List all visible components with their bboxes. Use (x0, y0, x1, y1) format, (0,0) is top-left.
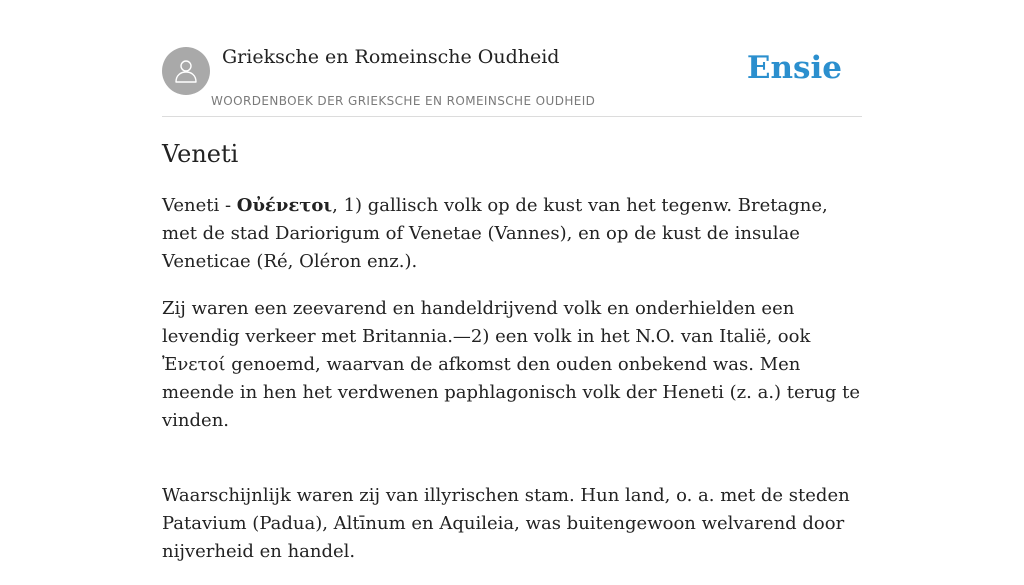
page (162, 0, 862, 562)
paragraph-1-rest: , 1) gallisch volk op de kust van het tegenw. Bretagne, met de stad Dariorigum of Venetae (Vannes), en op de kust de insulae Veneticae (Ré, Oléron enz.). (162, 195, 828, 272)
entry-title: Veneti (162, 140, 239, 168)
site-subtitle: WOORDENBOEK DER GRIEKSCHE EN ROMEINSCHE OUDHEID (211, 94, 596, 108)
paragraph-1 (162, 192, 862, 276)
avatar[interactable] (162, 47, 210, 95)
paragraph-gap (162, 454, 862, 482)
header (162, 0, 862, 117)
paragraph-3: Waarschijnlijk waren zij van illyrischen stam. Hun land, o. a. met de steden Patavium (Padua), Altīnum en Aquileia, was buitengewoon welvarend door nijverheid en handel. (162, 485, 850, 562)
greek-term: Οὐένετοι (236, 195, 333, 216)
brand-logo[interactable]: Ensie (746, 50, 842, 86)
user-icon (172, 57, 200, 85)
site-title[interactable]: Grieksche en Romeinsche Oudheid (222, 46, 560, 68)
paragraph-2: Zij waren een zeevarend en handeldrijvend volk en onderhielden een levendig verkeer met Britannia.—2) een volk in het N.O. van Italië, ook Ἐνετοί genoemd, waarvan de afkomst den ouden onbekend was. Men meende in hen het verdwenen paphlagonisch volk der Heneti (z. a.) terug te vinden. (162, 298, 861, 431)
entry-body (162, 192, 862, 585)
paragraph-1-lead: Veneti - (162, 195, 237, 216)
